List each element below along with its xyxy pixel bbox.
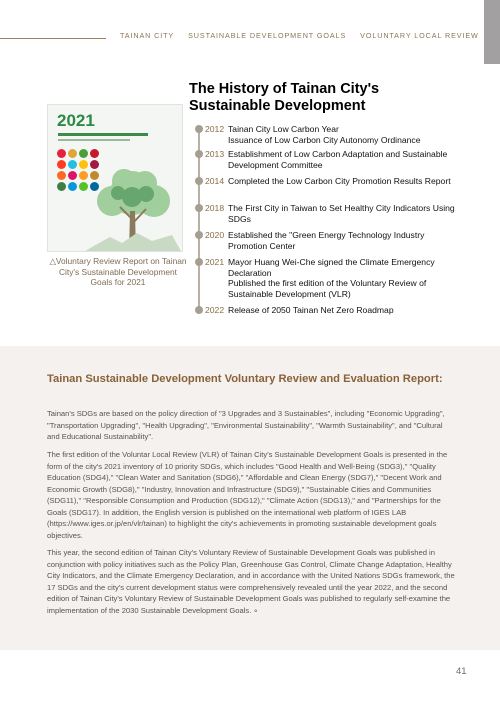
header-nav-tainan-city[interactable]: TAINAN CITY [120, 31, 175, 40]
cover-subtitle-bar [58, 139, 130, 141]
timeline-year: 2012 [205, 124, 225, 134]
timeline-text: Tainan City Low Carbon Year Issuance of Low Carbon City Autonomy Ordinance [228, 124, 421, 145]
review-title: Tainan Sustainable Development Voluntary Review and Evaluation Report: [47, 373, 443, 385]
sdg-icon [57, 160, 66, 169]
cover-caption: △Voluntary Review Report on Tainan City's Sustainable Development Goals for 2021 [49, 256, 187, 288]
review-paragraph: Tainan's SDGs are based on the policy direction of "3 Upgrades and 3 Sustainables", including "Economic Upgrading", "Transportation Upgrading", "Health Upgrading", "Environmental Sustainability", "Warmth Sustainability", and "Cultural and Educational Sustainability". [47, 409, 445, 441]
timeline-year: 2022 [205, 305, 225, 315]
header-rule [0, 38, 106, 39]
timeline-dot [195, 150, 203, 158]
sdg-icon [68, 171, 77, 180]
review-paragraph: This year, the second edition of Tainan City's Voluntary Review of Sustainable Development Goals was published in conjunction with policy initiatives such as the Policy Plan, Greenhouse Gas Control, Climate Change Adaptation, Healthy City Indicators, and the Climate Emergency Declaration, and in accordance with the United Nations SDGs framework, the 17 SDGs and the city's current development status were comprehensively revealed until the year 2022, and the second edition of Tainan City's Voluntary Review of Sustainable Development Goals was published to regularly self-examine the implementation of the 2030 Sustainable Development Goals. ∘ [47, 548, 455, 615]
timeline-dot [195, 306, 203, 314]
timeline-text: Completed the Low Carbon City Promotion Results Report [228, 176, 451, 186]
corner-tab [484, 0, 500, 64]
timeline-year: 2014 [205, 176, 225, 186]
timeline-dot [195, 204, 203, 212]
timeline-year: 2021 [205, 257, 225, 267]
timeline-dot [195, 177, 203, 185]
timeline-text: The First City in Taiwan to Set Healthy City Indicators Using SDGs [228, 203, 455, 224]
timeline-year: 2013 [205, 149, 225, 159]
review-paragraph: The first edition of the Voluntar Local Review (VLR) of Tainan City's Sustainable Development Goals is presented in the form of the city's 2021 inventory of 10 priority SDGs, which includes "Good Health and Well-Being (SDG3)," "Quality Education (SDG4)," "Clean Water and Sanitation (SDG6)," "Affordable and Clean Energy (SDG7)," "Decent Work and Economic Growth (SDG8)," "Industry, Innovation and Infrastructure (SDG9)," "Sustainable Cities and Communities (SDG11)," "Responsible Consumption and Production (SDG12)," "Climate Action (SDG13)," and "Partnerships for the Goals (SDG17). In addition, the English version is published on the international web platform of IGES LAB (https://www.iges.or.jp/en/vlr/tainan) to highlight the city's achievements in promoting sustainable development goals objectives. [47, 450, 448, 540]
timeline-text: Mayor Huang Wei-Che signed the Climate Emergency Declaration Published the first edition of the Voluntary Review of Sustainable Development (VLR) [228, 257, 435, 299]
report-cover-image [47, 104, 183, 252]
timeline-year: 2020 [205, 230, 225, 240]
sdg-icon [57, 171, 66, 180]
timeline-dot [195, 231, 203, 239]
sdg-icon [90, 149, 99, 158]
cover-title-bar [58, 133, 148, 136]
sdg-icon [68, 182, 77, 191]
history-title: The History of Tainan City's Sustainable Development [189, 81, 380, 114]
sdg-icon [68, 149, 77, 158]
sdg-icon [57, 149, 66, 158]
sdg-icon [79, 149, 88, 158]
sdg-icon [57, 182, 66, 191]
tree-illustration [82, 167, 182, 252]
header-nav-sdg[interactable]: SUSTAINABLE DEVELOPMENT GOALS [188, 31, 347, 40]
timeline-text: Release of 2050 Tainan Net Zero Roadmap [228, 305, 394, 315]
cover-year: 2021 [57, 111, 95, 130]
timeline-dot [195, 125, 203, 133]
running-header [120, 31, 479, 40]
header-nav-vlr[interactable]: VOLUNTARY LOCAL REVIEW [360, 31, 479, 40]
sdg-icon [68, 160, 77, 169]
page-number: 41 [456, 666, 467, 677]
timeline-text: Establishment of Low Carbon Adaptation and Sustainable Development Committee [228, 149, 448, 170]
timeline-text: Established the "Green Energy Technology Industry Promotion Center [228, 230, 425, 251]
timeline-year: 2018 [205, 203, 225, 213]
timeline-dot [195, 258, 203, 266]
